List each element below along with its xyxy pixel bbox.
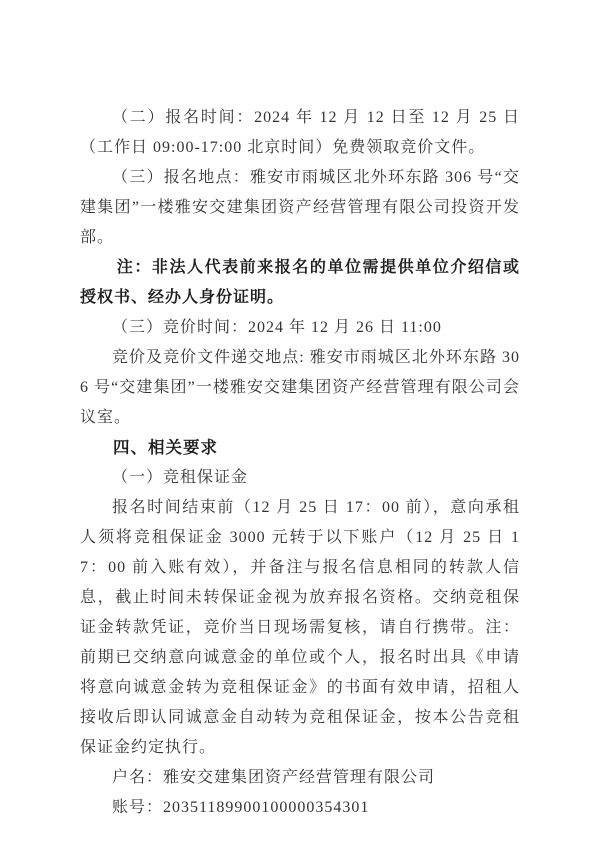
section-heading-requirements: 四、相关要求 bbox=[113, 439, 218, 457]
document-content bbox=[80, 103, 520, 823]
paragraph-bidding-place: 竞价及竞价文件递交地点: 雅安市雨城区北外环东路 306 号“交建集团”一楼雅安交建集团资产经营管理有限公司会议室。 bbox=[80, 349, 520, 426]
paragraph-deposit-subheading: （一）竞租保证金 bbox=[112, 469, 249, 486]
paragraph-account-number: 账号：20351189900100000354301 bbox=[112, 799, 370, 816]
paragraph-registration-place: （三）报名地点：雅安市雨城区北外环东路 306 号“交建集团”一楼雅安交建集团资产经营管理有限公司投资开发部。 bbox=[80, 169, 520, 246]
paragraph-account-name: 户名：雅安交建集团资产经营管理有限公司 bbox=[112, 769, 436, 786]
paragraph-registration-time: （二）报名时间：2024 年 12 月 12 日至 12 月 25 日（工作日 09:00-17:00 北京时间）免费领取竞价文件。 bbox=[80, 109, 520, 156]
paragraph-deposit-detail: 报名时间结束前（12 月 25 日 17：00 前），意向承租人须将竞租保证金 3000 元转于以下账户（12 月 25 日 17：00 前入账有效），并备注与报名信息相同的转款人信息，截止时间未转保证金视为放弃报名资格。交纳竞租保证金转款凭证，竞价当日现场需复核，请自行携带。注：前期已交纳意向诚意金的单位或个人，报名时出具《申请将意向诚意金转为竞租保证金》的书面有效申请，招租人接收后即认同诚意金自动转为竞租保证金，按本公告竞租保证金约定执行。 bbox=[80, 499, 520, 756]
paragraph-bidding-time: （三）竞价时间：2024 年 12 月 26 日 11:00 bbox=[112, 319, 442, 336]
paragraph-registration-note: 注：非法人代表前来报名的单位需提供单位介绍信或授权书、经办人身份证明。 bbox=[80, 259, 520, 306]
